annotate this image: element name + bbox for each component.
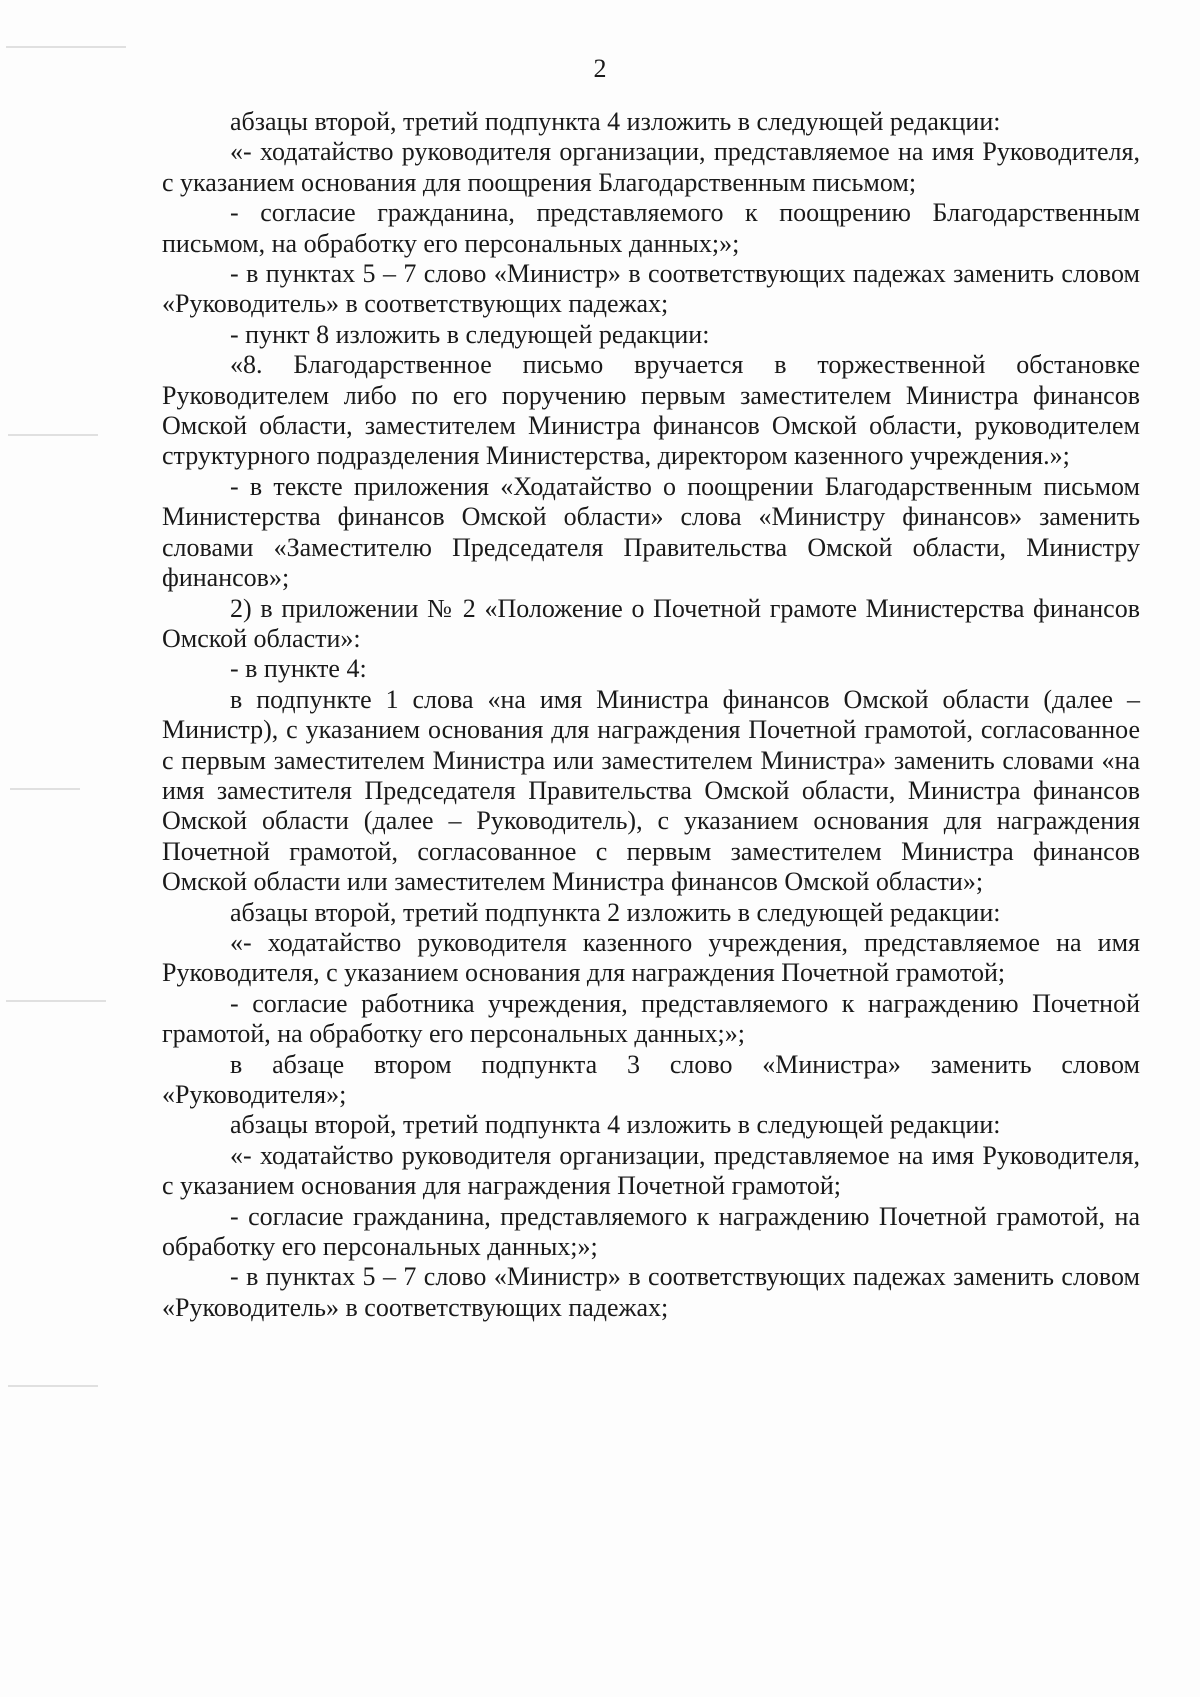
scan-artifact xyxy=(6,1000,106,1002)
paragraph: - в пунктах 5 – 7 слово «Министр» в соответствующих падежах заменить словом «Руководитель» в соответствующих падежах; xyxy=(162,259,1140,319)
paragraph: «8. Благодарственное письмо вручается в торжественной обстановке Руководителем либо по его поручению первым заместителем Министра финансов Омской области, заместителем Министра финансов Омской области, руководителем структурного подразделения Министерства, директором казенного учреждения.»; xyxy=(162,350,1140,471)
paragraph: «- ходатайство руководителя казенного учреждения, представляемое на имя Руководителя, с указанием основания для награждения Почетной грамотой; xyxy=(162,927,1140,988)
document-body xyxy=(162,107,1140,1323)
scan-artifact xyxy=(8,434,98,436)
paragraph: «- ходатайство руководителя организации, представляемое на имя Руководителя, с указанием основания для поощрения Благодарственным письмом; xyxy=(162,137,1140,197)
paragraph: в абзаце втором подпункта 3 слово «Министра» заменить словом «Руководителя»; xyxy=(162,1049,1140,1109)
page-number: 2 xyxy=(593,54,607,83)
paragraph: - в тексте приложения «Ходатайство о поощрении Благодарственным письмом Министерства финансов Омской области» слова «Министру финансов» заменить словами «Заместителю Председателя Правительства Омской области, Министру финансов»; xyxy=(162,471,1140,593)
paragraph: 2) в приложении № 2 «Положение о Почетной грамоте Министерства финансов Омской области»: xyxy=(162,593,1140,653)
paragraph: абзацы второй, третий подпункта 2 изложить в следующей редакции: xyxy=(230,897,1001,927)
paragraph: - в пункте 4: xyxy=(230,654,367,684)
paragraph: абзацы второй, третий подпункта 4 изложить в следующей редакции: xyxy=(230,1110,1001,1140)
paragraph: - согласие гражданина, представляемого к поощрению Благодарственным письмом, на обработку его персональных данных;»; xyxy=(162,198,1140,258)
scan-artifact xyxy=(10,788,80,790)
scan-artifact xyxy=(8,1385,98,1387)
paragraph: в подпункте 1 слова «на имя Министра финансов Омской области (далее – Министр), с указанием основания для награждения Почетной грамотой, согласованное с первым заместителем Министра или заместителем Министра» заменить словами «на имя заместителя Председателя Правительства Омской области, Министра финансов Омской области (далее – Руководитель), с указанием основания для награждения Почетной грамотой, согласованное с первым заместителем Министра финансов Омской области или заместителем Министра финансов Омской области»; xyxy=(162,684,1140,897)
paragraph: - пункт 8 изложить в следующей редакции: xyxy=(230,319,710,349)
paragraph: - согласие гражданина, представляемого к награждению Почетной грамотой, на обработку его персональных данных;»; xyxy=(162,1201,1140,1262)
paragraph: - согласие работника учреждения, представляемого к награждению Почетной грамотой, на обработку его персональных данных;»; xyxy=(162,988,1140,1049)
paragraph: - в пунктах 5 – 7 слово «Министр» в соответствующих падежах заменить словом «Руководитель» в соответствующих падежах; xyxy=(162,1262,1140,1322)
paragraph: «- ходатайство руководителя организации, представляемое на имя Руководителя, с указанием основания для награждения Почетной грамотой; xyxy=(162,1140,1140,1201)
scan-artifact xyxy=(6,46,126,48)
paragraph: абзацы второй, третий подпункта 4 изложить в следующей редакции: xyxy=(230,107,1001,136)
